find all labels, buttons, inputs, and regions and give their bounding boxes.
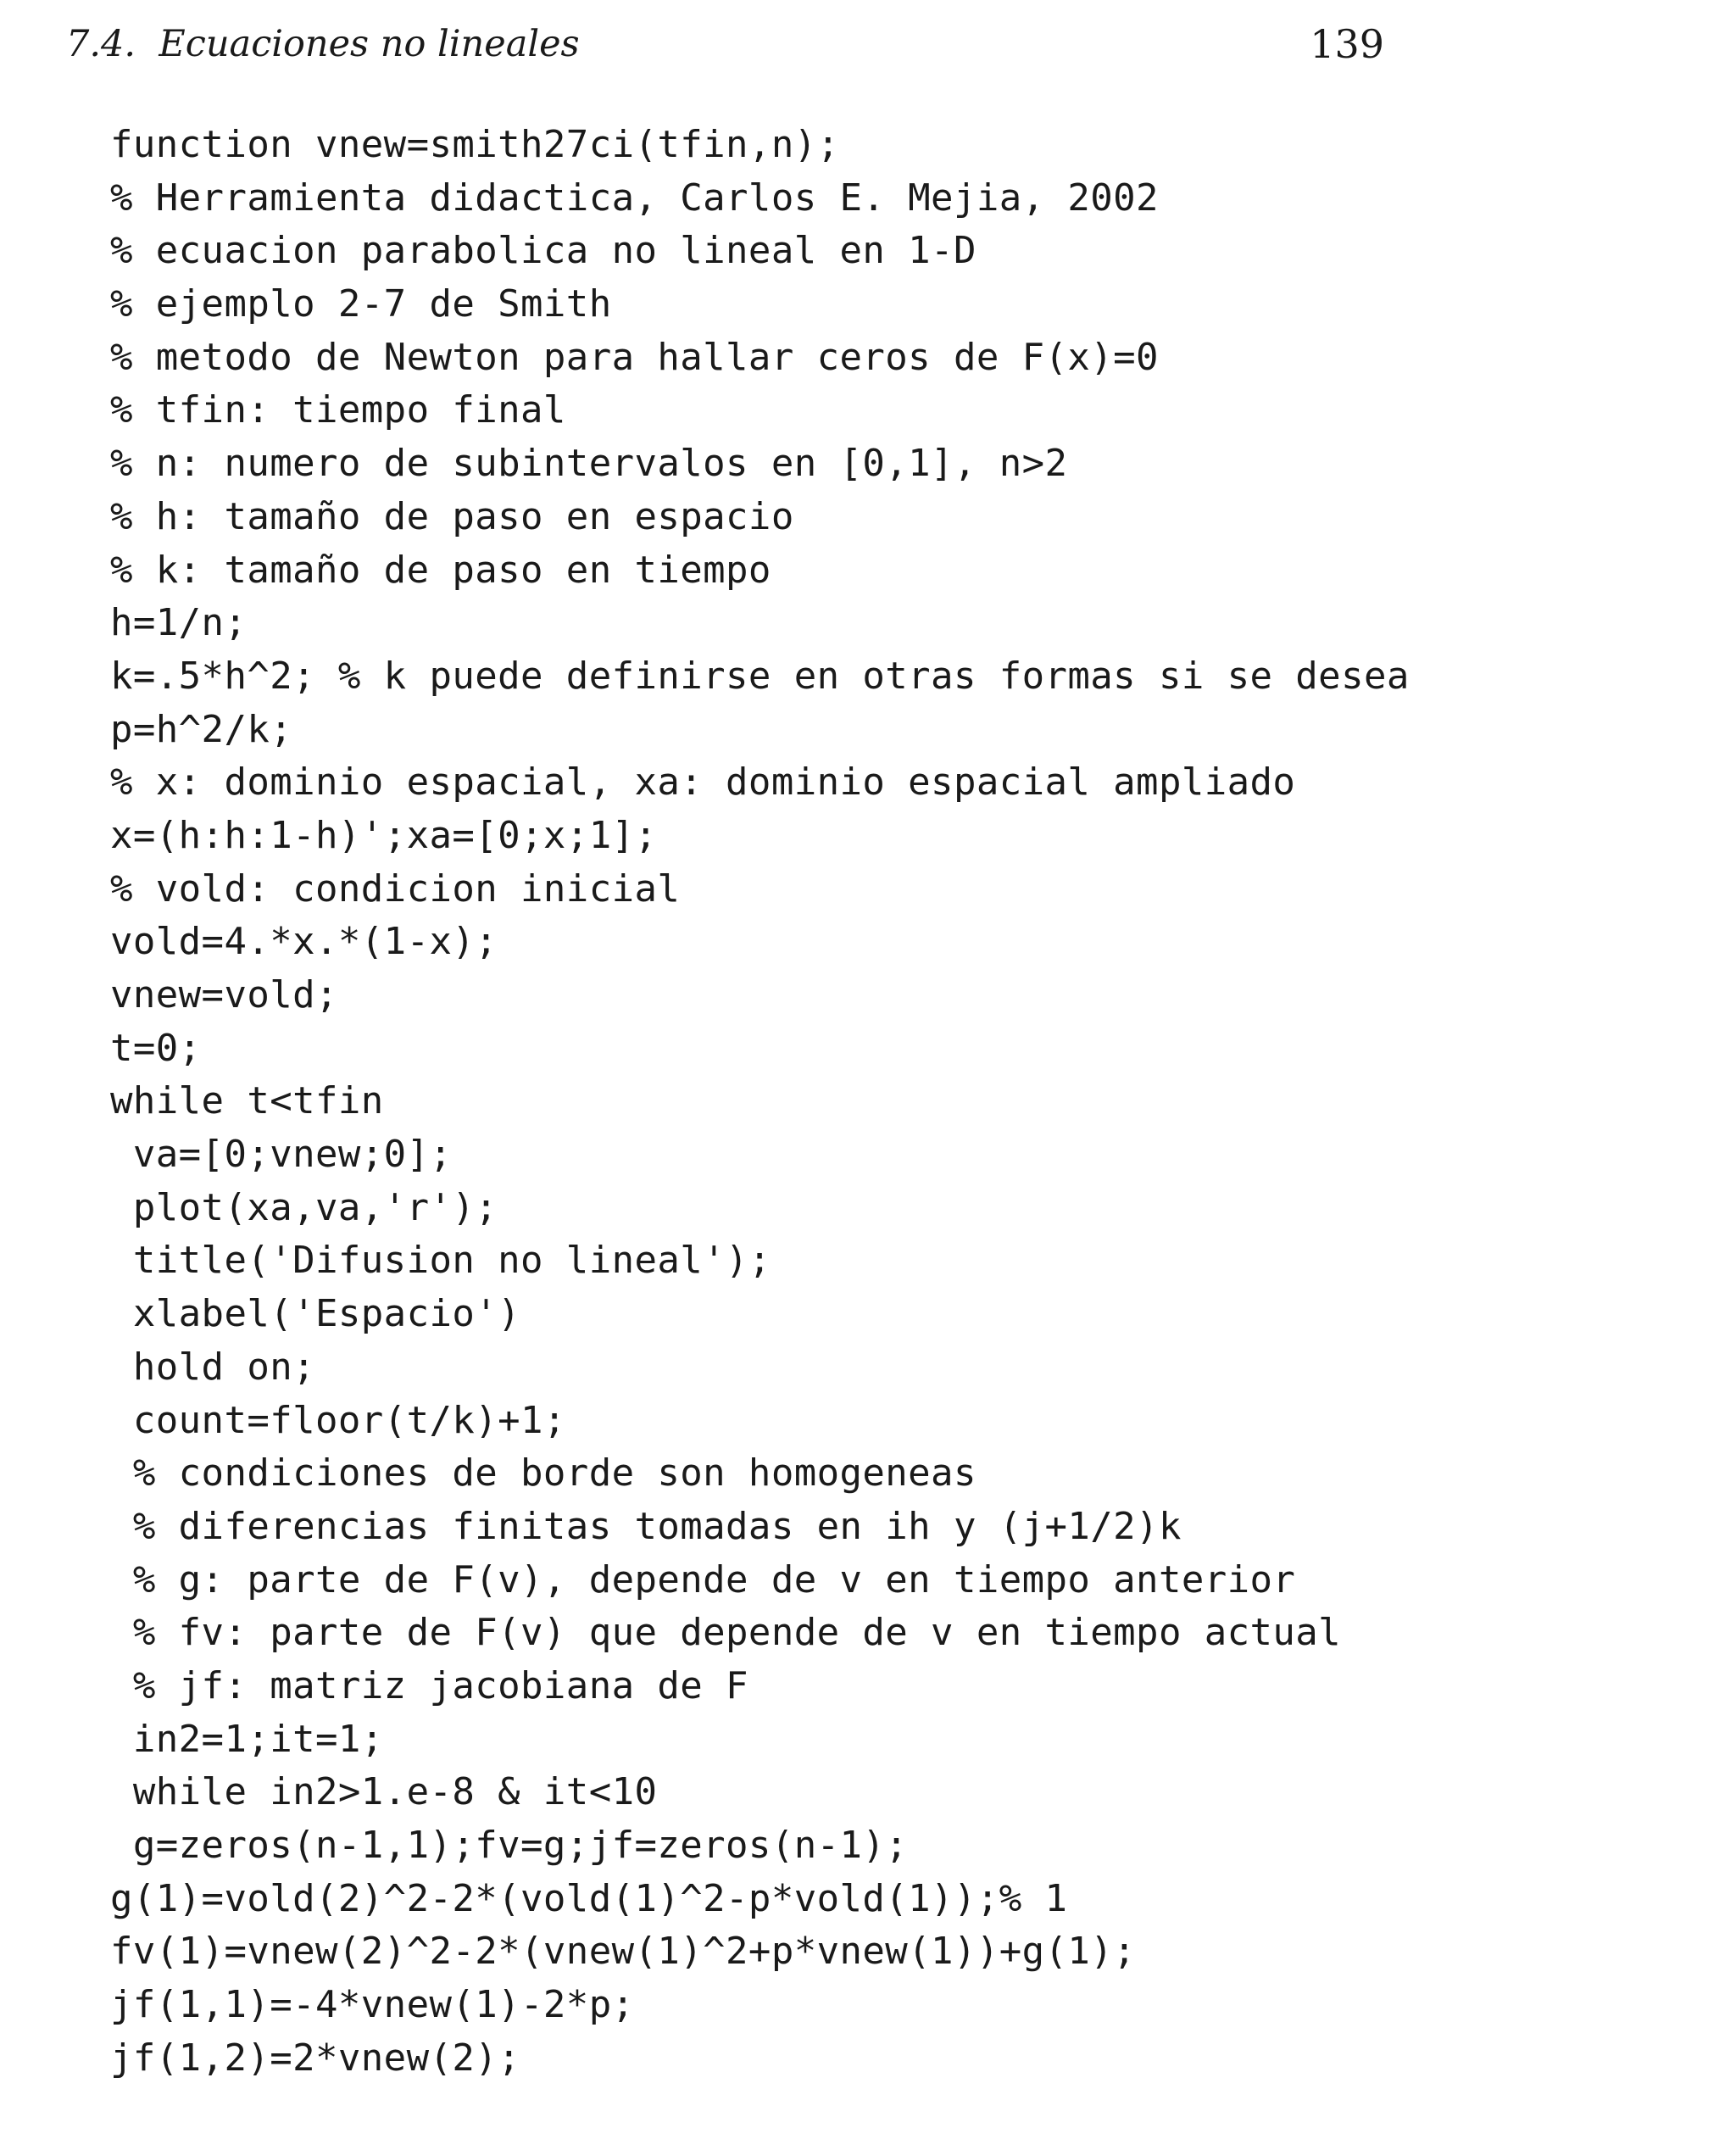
code-line: % ecuacion parabolica no lineal en 1-D bbox=[110, 229, 976, 273]
code-line: % g: parte de F(v), depende de v en tiempo anterior bbox=[110, 1557, 1296, 1601]
code-line: xlabel('Espacio') bbox=[110, 1292, 521, 1336]
code-line: h=1/n; bbox=[110, 601, 248, 645]
code-line: vold=4.*x.*(1-x); bbox=[110, 920, 498, 964]
code-line: % condiciones de borde son homogeneas bbox=[110, 1451, 976, 1496]
code-line: % metodo de Newton para hallar ceros de F(x)=0 bbox=[110, 335, 1159, 379]
code-line: jf(1,1)=-4*vnew(1)-2*p; bbox=[110, 1983, 635, 2027]
code-line: title('Difusion no lineal'); bbox=[110, 1239, 771, 1283]
code-line: p=h^2/k; bbox=[110, 707, 293, 751]
code-listing bbox=[110, 119, 1704, 2085]
code-line: x=(h:h:1-h)';xa=[0;x;1]; bbox=[110, 813, 658, 857]
code-line: % ejemplo 2-7 de Smith bbox=[110, 282, 612, 326]
code-line: % fv: parte de F(v) que depende de v en tiempo actual bbox=[110, 1611, 1342, 1655]
code-line: count=floor(t/k)+1; bbox=[110, 1398, 566, 1442]
code-line: % diferencias finitas tomadas en ih y (j+1/2)k bbox=[110, 1504, 1182, 1548]
code-line: g=zeros(n-1,1);fv=g;jf=zeros(n-1); bbox=[110, 1824, 909, 1867]
code-line: t=0; bbox=[110, 1026, 202, 1070]
code-line: g(1)=vold(2)^2-2*(vold(1)^2-p*vold(1));% 1 bbox=[110, 1876, 1068, 1920]
code-line: plot(xa,va,'r'); bbox=[110, 1185, 498, 1229]
code-line: va=[0;vnew;0]; bbox=[110, 1133, 453, 1177]
page-number: 139 bbox=[1310, 21, 1384, 67]
running-head bbox=[66, 19, 1384, 70]
code-line: vnew=vold; bbox=[110, 973, 338, 1017]
code-line: in2=1;it=1; bbox=[110, 1717, 384, 1761]
section-title: 7.4. Ecuaciones no lineales bbox=[66, 23, 580, 65]
code-line: % k: tamaño de paso en tiempo bbox=[110, 548, 771, 592]
code-line: jf(1,2)=2*vnew(2); bbox=[110, 2036, 521, 2080]
code-line: % n: numero de subintervalos en [0,1], n>2 bbox=[110, 442, 1068, 486]
code-line: while in2>1.e-8 & it<10 bbox=[110, 1770, 658, 1814]
code-line: % Herramienta didactica, Carlos E. Mejia, 2002 bbox=[110, 175, 1159, 220]
code-line: % h: tamaño de paso en espacio bbox=[110, 494, 794, 538]
code-line: % x: dominio espacial, xa: dominio espacial ampliado bbox=[110, 760, 1296, 805]
code-line: fv(1)=vnew(2)^2-2*(vnew(1)^2+p*vnew(1))+g(1); bbox=[110, 1930, 1137, 1974]
code-line: % vold: condicion inicial bbox=[110, 866, 681, 911]
code-line: % jf: matriz jacobiana de F bbox=[110, 1663, 748, 1707]
code-line: % tfin: tiempo final bbox=[110, 388, 566, 432]
code-line: k=.5*h^2; % k puede definirse en otras formas si se desea bbox=[110, 654, 1410, 698]
code-line: function vnew=smith27ci(tfin,n); bbox=[110, 123, 840, 166]
code-line: hold on; bbox=[110, 1345, 316, 1389]
code-line: while t<tfin bbox=[110, 1079, 384, 1123]
